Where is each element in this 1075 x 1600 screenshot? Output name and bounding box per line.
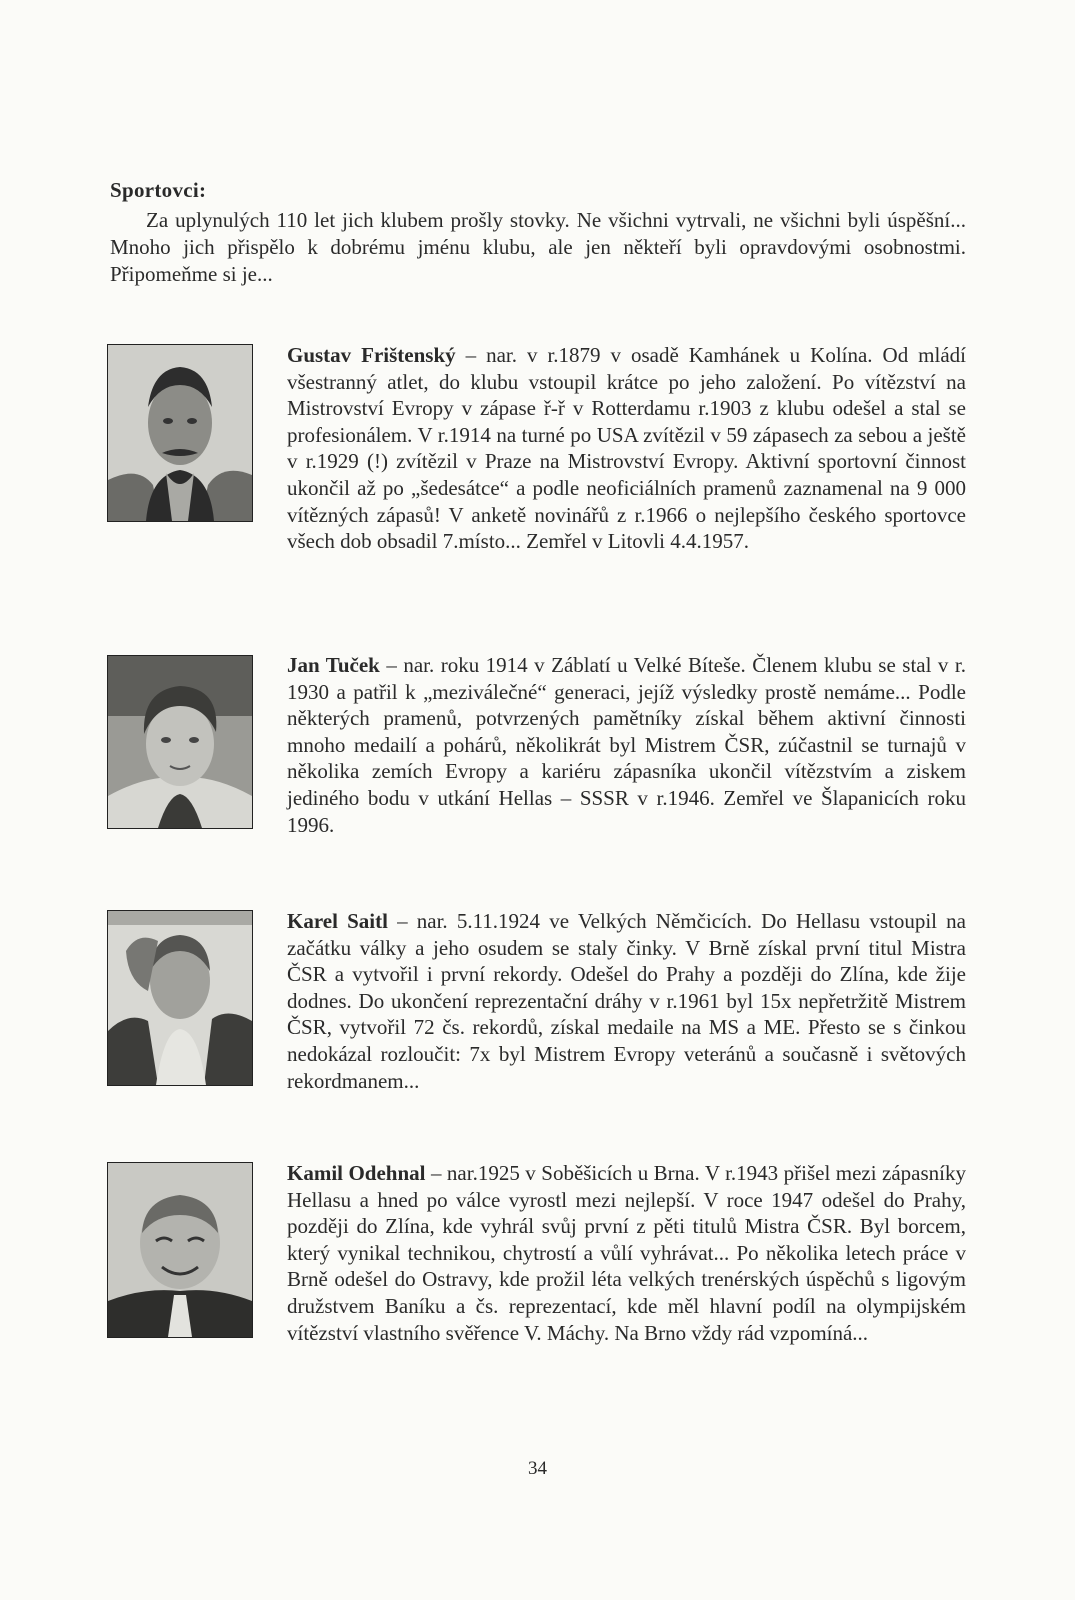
athlete-photo-odehnal bbox=[107, 1162, 253, 1338]
page-number: 34 bbox=[528, 1458, 547, 1479]
athlete-name: Gustav Frištenský bbox=[287, 343, 456, 367]
athlete-name: Kamil Odehnal bbox=[287, 1161, 426, 1185]
athlete-bio-saitl bbox=[287, 908, 966, 1094]
athlete-bio-tucek bbox=[287, 652, 966, 838]
athlete-photo-fristensky bbox=[107, 344, 253, 522]
intro-paragraph: Za uplynulých 110 let jich klubem prošly stovky. Ne všichni vytrvali, ne všichni byli úspěšní... Mnoho jich přispělo k dobrému jménu klubu, ale jen někteří byli opravdovými osobnostmi. Připomeňme si je... bbox=[110, 208, 966, 286]
athlete-name: Jan Tuček bbox=[287, 653, 380, 677]
athlete-bio-odehnal bbox=[287, 1160, 966, 1346]
athlete-text: – nar. v r.1879 v osadě Kamhánek u Kolína. Od mládí všestranný atlet, do klubu vstoupil krátce po jeho založení. Po vítězství na Mistrovství Evropy v zápase ř-ř v Rotterdamu r.1903 z klubu odešel a stal se profesionálem. V r.1914 na turné po USA zvítězil v 59 zápasech za sebou a ještě v r.1929 (!) zvítězil v Praze na Mistrovství Evropy. Aktivní sportovní činnost ukončil až po „šedesátce“ a podle neoficiálních pramenů zaznamenal na 9 000 vítězných zápasů! V anketě novinářů z r.1966 o nejlepšího českého sportovce všech dob obsadil 7.místo... Zemřel v Litovli 4.4.1957. bbox=[287, 343, 966, 554]
athlete-bio-fristensky bbox=[287, 342, 966, 555]
athlete-text: – nar. roku 1914 v Záblatí u Velké Bíteše. Členem klubu se stal v r. 1930 a patřil k „meziválečné“ generaci, jejíž výsledky prostě nemáme... Podle některých pramenů, potvrzených pamětníky získal během aktivní činnosti mnoho medailí a pohárů, několikrát byl Mistrem ČSR, zúčastnil se turnajů v několika zemích Evropy a kariéru zápasníka ukončil vítězstvím a ziskem jediného bodu v utkání Hellas – SSSR v r.1946. Zemřel ve Šlapanicích roku 1996. bbox=[287, 653, 966, 837]
athlete-name: Karel Saitl bbox=[287, 909, 388, 933]
athlete-photo-tucek bbox=[107, 655, 253, 829]
athlete-text: – nar. 5.11.1924 ve Velkých Němčicích. Do Hellasu vstoupil na začátku války a jeho osudem se staly činky. V Brně získal první titul Mistra ČSR a vytvořil i první rekordy. Odešel do Prahy a později do Zlína, kde žije dodnes. Do ukončení reprezentační dráhy v r.1961 byl 15x nepřetržitě Mistrem ČSR, vytvořil 72 čs. rekordů, získal medaile na MS a ME. Přesto se s činkou nedokázal rozloučit: 7x byl Mistrem Evropy veteránů a současně i světových rekordmanem... bbox=[287, 909, 966, 1093]
athlete-text: – nar.1925 v Soběšicích u Brna. V r.1943 přišel mezi zápasníky Hellasu a hned po válce vyrostl mezi nejlepší. V roce 1947 odešel do Prahy, později do Zlína, kde vyhrál svůj první z pěti titulů Mistra ČSR. Byl borcem, který vynikal technikou, chytrostí a vůlí vyhrávat... Po několika letech práce v Brně odešel do Ostravy, kde prožil léta velkých trenérských úspěchů s ligovým družstvem Baníku a čs. reprezentací, kde měl hlavní podíl na olympijském vítězství vlastního svěřence V. Máchy. Na Brno vždy rád vzpomíná... bbox=[287, 1161, 966, 1345]
section-title: Sportovci: bbox=[110, 178, 207, 202]
athlete-photo-saitl bbox=[107, 910, 253, 1086]
